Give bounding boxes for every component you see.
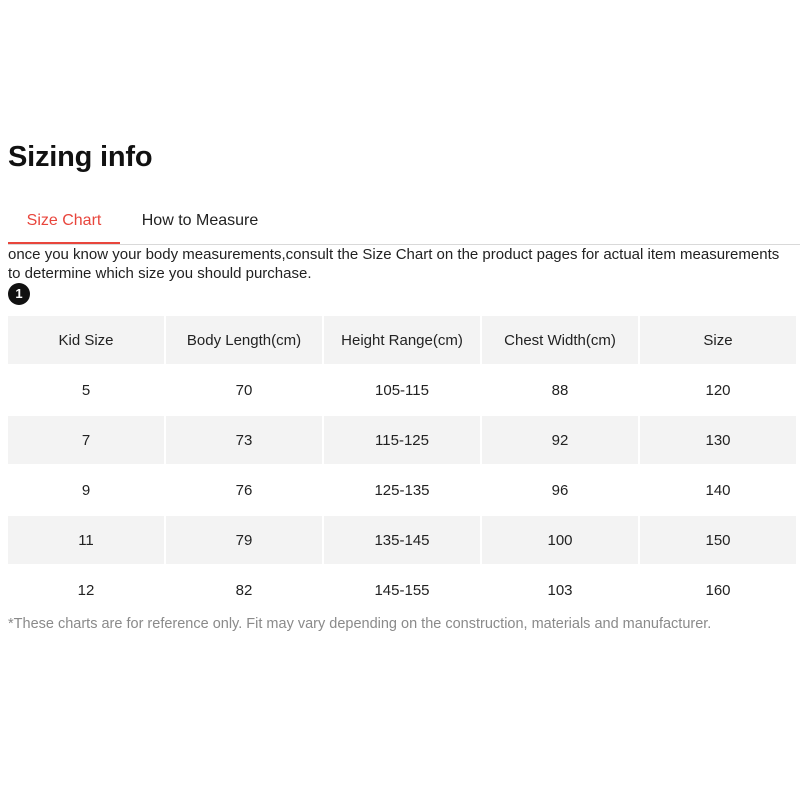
tab-bar [8, 202, 800, 245]
table-cell: 92 [482, 416, 638, 466]
table-cell: 115-125 [324, 416, 480, 466]
table-row [8, 466, 796, 516]
table-cell: 100 [482, 516, 638, 566]
table-cell: 130 [640, 416, 796, 466]
table-cell: 12 [8, 566, 164, 616]
table-cell: 96 [482, 466, 638, 516]
table-cell: 120 [640, 366, 796, 416]
table-cell: 7 [8, 416, 164, 466]
table-row [8, 416, 796, 466]
table-cell: 160 [640, 566, 796, 616]
column-header-body-length: Body Length(cm) [166, 316, 322, 366]
table-cell: 140 [640, 466, 796, 516]
column-header-size: Size [640, 316, 796, 366]
table-cell: 70 [166, 366, 322, 416]
table-cell: 150 [640, 516, 796, 566]
table-row [8, 516, 796, 566]
column-header-height-range: Height Range(cm) [324, 316, 480, 366]
table-cell: 76 [166, 466, 322, 516]
intro-text: once you know your body measurements,consult the Size Chart on the product pages for actual item measurements to determine which size you should purchase. [8, 246, 780, 282]
table-cell: 88 [482, 366, 638, 416]
table-cell: 135-145 [324, 516, 480, 566]
table-cell: 73 [166, 416, 322, 466]
page-title: Sizing info [8, 141, 153, 173]
table-cell: 11 [8, 516, 164, 566]
table-cell: 105-115 [324, 366, 480, 416]
table-cell: 79 [166, 516, 322, 566]
table-row [8, 566, 796, 616]
disclaimer-footnote: *These charts are for reference only. Fit may vary depending on the construction, materials and manufacturer. [8, 616, 712, 632]
table-row [8, 366, 796, 416]
tab-size-chart[interactable]: Size Chart [8, 202, 120, 244]
column-header-kid-size: Kid Size [8, 316, 164, 366]
table-cell: 82 [166, 566, 322, 616]
size-chart-table [6, 316, 798, 616]
table-cell: 103 [482, 566, 638, 616]
column-header-chest-width: Chest Width(cm) [482, 316, 638, 366]
table-cell: 9 [8, 466, 164, 516]
table-cell: 145-155 [324, 566, 480, 616]
tab-how-to-measure[interactable]: How to Measure [141, 212, 259, 229]
table-cell: 125-135 [324, 466, 480, 516]
note-number-badge: 1 [8, 283, 30, 305]
table-cell: 5 [8, 366, 164, 416]
table-header-row [8, 316, 796, 366]
